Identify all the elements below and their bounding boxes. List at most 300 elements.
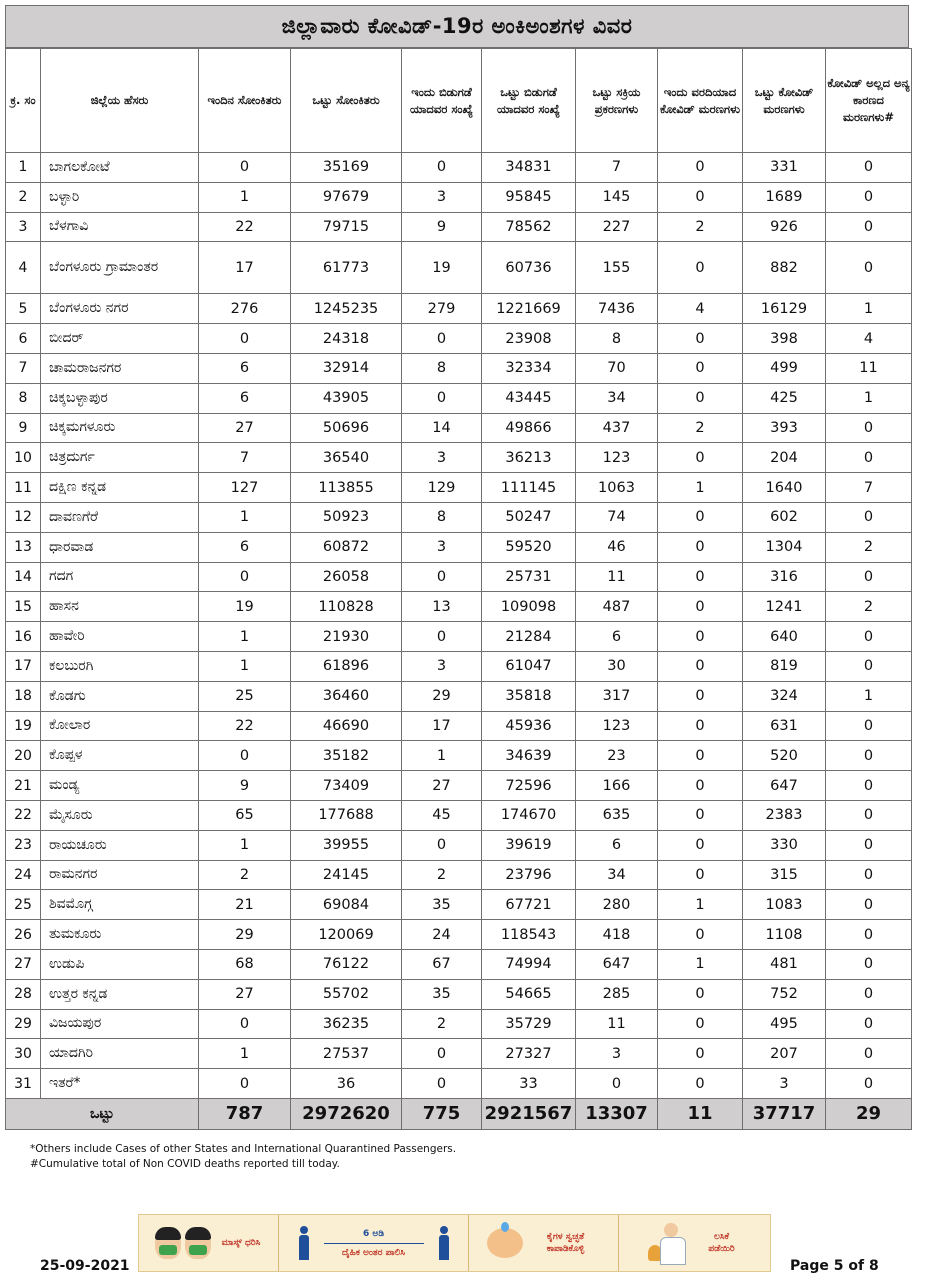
value-cell: 0 (826, 949, 912, 979)
serial-number-cell: 11 (6, 473, 41, 503)
value-cell: 113855 (291, 473, 402, 503)
value-cell: 1 (199, 830, 291, 860)
value-cell: 2 (658, 413, 743, 443)
banner-hygiene-section (469, 1215, 619, 1271)
value-cell: 487 (576, 592, 658, 622)
person-icon (437, 1226, 451, 1260)
value-cell: 32334 (482, 353, 576, 383)
value-cell: 0 (826, 800, 912, 830)
value-cell: 0 (826, 153, 912, 183)
value-cell: 36 (291, 1069, 402, 1099)
value-cell: 3 (402, 182, 482, 212)
value-cell: 0 (826, 920, 912, 950)
value-cell: 24 (402, 920, 482, 950)
value-cell: 2 (199, 860, 291, 890)
value-cell: 6 (199, 353, 291, 383)
serial-number-cell: 20 (6, 741, 41, 771)
col-header-total-discharged: ಒಟ್ಟು ಬಿಡುಗಡೆ ಯಾದವರ ಸಂಖ್ಯೆ (482, 49, 576, 153)
banner-mask-text: ಮಾಸ್ಕ್ ಧರಿಸಿ (221, 1238, 261, 1248)
table-row (6, 681, 912, 711)
banner-hygiene-text: ಕೈಗಳ ಸ್ವಚ್ಛತೆ ಕಾಪಾಡಿಕೊಳ್ಳಿ (546, 1232, 585, 1254)
value-cell: 279 (402, 294, 482, 324)
distance-arrow-icon (324, 1243, 424, 1244)
serial-number-cell: 30 (6, 1039, 41, 1069)
value-cell: 640 (743, 622, 826, 652)
value-cell: 9 (402, 212, 482, 242)
total-row (6, 1098, 912, 1129)
value-cell: 2 (826, 592, 912, 622)
value-cell: 1 (658, 473, 743, 503)
value-cell: 0 (402, 622, 482, 652)
serial-number-cell: 14 (6, 562, 41, 592)
value-cell: 1 (199, 622, 291, 652)
value-cell: 19 (199, 592, 291, 622)
value-cell: 0 (658, 979, 743, 1009)
district-covid-table (5, 48, 912, 1130)
value-cell: 95845 (482, 182, 576, 212)
value-cell: 11 (576, 1009, 658, 1039)
value-cell: 35169 (291, 153, 402, 183)
value-cell: 0 (199, 741, 291, 771)
value-cell: 4 (658, 294, 743, 324)
value-cell: 317 (576, 681, 658, 711)
value-cell: 76122 (291, 949, 402, 979)
table-row (6, 949, 912, 979)
value-cell: 285 (576, 979, 658, 1009)
value-cell: 0 (199, 1009, 291, 1039)
value-cell: 315 (743, 860, 826, 890)
value-cell: 0 (826, 502, 912, 532)
table-row (6, 294, 912, 324)
banner-vaccine-section (619, 1215, 770, 1271)
district-name-cell: ಚಿಕ್ಕಬಳ್ಳಾಪುರ (41, 383, 199, 413)
col-header-today-discharged: ಇಂದು ಬಿಡುಗಡೆ ಯಾದವರ ಸಂಖ್ಯೆ (402, 49, 482, 153)
value-cell: 0 (658, 1069, 743, 1099)
value-cell: 110828 (291, 592, 402, 622)
value-cell: 17 (402, 711, 482, 741)
total-cell: 775 (402, 1098, 482, 1129)
table-row (6, 592, 912, 622)
total-label: ಒಟ್ಟು (6, 1098, 199, 1129)
table-row (6, 800, 912, 830)
value-cell: 6 (576, 622, 658, 652)
value-cell: 35 (402, 979, 482, 1009)
value-cell: 61773 (291, 242, 402, 294)
value-cell: 2 (658, 212, 743, 242)
value-cell: 36460 (291, 681, 402, 711)
value-cell: 34 (576, 383, 658, 413)
district-name-cell: ಬೀದರ್ (41, 324, 199, 354)
total-cell: 13307 (576, 1098, 658, 1129)
value-cell: 67721 (482, 890, 576, 920)
table-row (6, 860, 912, 890)
value-cell: 398 (743, 324, 826, 354)
value-cell: 8 (402, 502, 482, 532)
value-cell: 11 (576, 562, 658, 592)
serial-number-cell: 28 (6, 979, 41, 1009)
footnote-non-covid: #Cumulative total of Non COVID deaths reported till today. (30, 1158, 340, 1170)
value-cell: 54665 (482, 979, 576, 1009)
value-cell: 155 (576, 242, 658, 294)
value-cell: 0 (402, 153, 482, 183)
value-cell: 1 (826, 681, 912, 711)
value-cell: 35 (402, 890, 482, 920)
value-cell: 0 (658, 1009, 743, 1039)
page-of: of (848, 1258, 865, 1274)
value-cell: 647 (576, 949, 658, 979)
value-cell: 61047 (482, 651, 576, 681)
serial-number-cell: 2 (6, 182, 41, 212)
value-cell: 1689 (743, 182, 826, 212)
value-cell: 0 (402, 830, 482, 860)
value-cell: 227 (576, 212, 658, 242)
col-header-today-deaths: ಇಂದು ವರದಿಯಾದ ಕೋವಿಡ್ ಮರಣಗಳು (658, 49, 743, 153)
value-cell: 635 (576, 800, 658, 830)
value-cell: 2 (402, 1009, 482, 1039)
value-cell: 1 (402, 741, 482, 771)
table-row (6, 532, 912, 562)
value-cell: 11 (826, 353, 912, 383)
district-name-cell: ಬಳ್ಳಾರಿ (41, 182, 199, 212)
value-cell: 29 (199, 920, 291, 950)
value-cell: 8 (402, 353, 482, 383)
value-cell: 0 (826, 1009, 912, 1039)
serial-number-cell: 18 (6, 681, 41, 711)
value-cell: 22 (199, 711, 291, 741)
serial-number-cell: 9 (6, 413, 41, 443)
value-cell: 0 (826, 890, 912, 920)
vaccination-icon (648, 1223, 692, 1263)
report-date: 25-09-2021 (40, 1258, 130, 1274)
value-cell: 177688 (291, 800, 402, 830)
value-cell: 0 (658, 860, 743, 890)
serial-number-cell: 27 (6, 949, 41, 979)
value-cell: 3 (743, 1069, 826, 1099)
value-cell: 97679 (291, 182, 402, 212)
value-cell: 43445 (482, 383, 576, 413)
serial-number-cell: 25 (6, 890, 41, 920)
value-cell: 21 (199, 890, 291, 920)
district-name-cell: ಧಾರವಾಡ (41, 532, 199, 562)
serial-number-cell: 24 (6, 860, 41, 890)
page-title: ಜಿಲ್ಲಾವಾರು ಕೋವಿಡ್-19ರ ಅಂಕಿಅಂಶಗಳ ವಿವರ (5, 5, 909, 48)
serial-number-cell: 19 (6, 711, 41, 741)
value-cell: 1245235 (291, 294, 402, 324)
distance-text: ದೈಹಿಕ ಅಂತರ ಪಾಲಿಸಿ (341, 1247, 406, 1258)
district-name-cell: ಯಾದಗಿರಿ (41, 1039, 199, 1069)
value-cell: 127 (199, 473, 291, 503)
value-cell: 36213 (482, 443, 576, 473)
value-cell: 0 (658, 242, 743, 294)
value-cell: 0 (658, 353, 743, 383)
value-cell: 631 (743, 711, 826, 741)
value-cell: 602 (743, 502, 826, 532)
table-row (6, 383, 912, 413)
value-cell: 1304 (743, 532, 826, 562)
value-cell: 129 (402, 473, 482, 503)
value-cell: 1 (658, 949, 743, 979)
distance-info (319, 1228, 429, 1259)
table-row (6, 890, 912, 920)
value-cell: 0 (658, 920, 743, 950)
value-cell: 819 (743, 651, 826, 681)
value-cell: 79715 (291, 212, 402, 242)
serial-number-cell: 6 (6, 324, 41, 354)
value-cell: 520 (743, 741, 826, 771)
value-cell: 69084 (291, 890, 402, 920)
value-cell: 3 (402, 443, 482, 473)
table-row (6, 1039, 912, 1069)
value-cell: 437 (576, 413, 658, 443)
col-header-today-cases: ಇಂದಿನ ಸೋಂಕಿತರು (199, 49, 291, 153)
value-cell: 0 (199, 153, 291, 183)
serial-number-cell: 29 (6, 1009, 41, 1039)
value-cell: 0 (658, 383, 743, 413)
banner-vaccine-text: ಲಸಿಕೆ ಪಡೆಯಿರಿ (708, 1232, 735, 1254)
covid-advisory-banner (138, 1214, 771, 1272)
value-cell: 0 (826, 979, 912, 1009)
value-cell: 1241 (743, 592, 826, 622)
value-cell: 27 (199, 413, 291, 443)
table-row (6, 1009, 912, 1039)
value-cell: 27 (402, 771, 482, 801)
district-name-cell: ಹಾಸನ (41, 592, 199, 622)
district-name-cell: ತುಮಕೂರು (41, 920, 199, 950)
handwash-icon (487, 1228, 523, 1258)
value-cell: 2383 (743, 800, 826, 830)
value-cell: 1063 (576, 473, 658, 503)
value-cell: 647 (743, 771, 826, 801)
table-header-row (6, 49, 912, 153)
value-cell: 33 (482, 1069, 576, 1099)
value-cell: 61896 (291, 651, 402, 681)
table-row (6, 979, 912, 1009)
value-cell: 0 (658, 800, 743, 830)
value-cell: 393 (743, 413, 826, 443)
value-cell: 481 (743, 949, 826, 979)
value-cell: 50247 (482, 502, 576, 532)
table-row (6, 711, 912, 741)
district-name-cell: ಮೈಸೂರು (41, 800, 199, 830)
value-cell: 23 (576, 741, 658, 771)
value-cell: 78562 (482, 212, 576, 242)
district-name-cell: ಚಾಮರಾಜನಗರ (41, 353, 199, 383)
value-cell: 27 (199, 979, 291, 1009)
value-cell: 330 (743, 830, 826, 860)
value-cell: 0 (826, 242, 912, 294)
total-cell: 29 (826, 1098, 912, 1129)
value-cell: 0 (402, 1039, 482, 1069)
value-cell: 0 (826, 212, 912, 242)
table-row (6, 651, 912, 681)
value-cell: 109098 (482, 592, 576, 622)
value-cell: 0 (658, 741, 743, 771)
district-name-cell: ಕೋಲಾರ (41, 711, 199, 741)
serial-number-cell: 4 (6, 242, 41, 294)
serial-number-cell: 3 (6, 212, 41, 242)
total-cell: 2921567 (482, 1098, 576, 1129)
page-prefix: Page (790, 1258, 829, 1274)
district-name-cell: ದಕ್ಷಿಣ ಕನ್ನಡ (41, 473, 199, 503)
value-cell: 418 (576, 920, 658, 950)
value-cell: 35729 (482, 1009, 576, 1039)
value-cell: 166 (576, 771, 658, 801)
value-cell: 60872 (291, 532, 402, 562)
value-cell: 34831 (482, 153, 576, 183)
value-cell: 0 (826, 771, 912, 801)
value-cell: 21284 (482, 622, 576, 652)
value-cell: 0 (826, 562, 912, 592)
district-name-cell: ರಾಮನಗರ (41, 860, 199, 890)
table-row (6, 443, 912, 473)
value-cell: 9 (199, 771, 291, 801)
distance-value: 6 ಅಡಿ (363, 1228, 384, 1239)
value-cell: 74994 (482, 949, 576, 979)
value-cell: 46690 (291, 711, 402, 741)
serial-number-cell: 10 (6, 443, 41, 473)
value-cell: 0 (658, 182, 743, 212)
table-row (6, 562, 912, 592)
value-cell: 3 (576, 1039, 658, 1069)
value-cell: 0 (658, 592, 743, 622)
serial-number-cell: 23 (6, 830, 41, 860)
value-cell: 1 (199, 651, 291, 681)
value-cell: 145 (576, 182, 658, 212)
value-cell: 55702 (291, 979, 402, 1009)
district-name-cell: ಚಿತ್ರದುರ್ಗ (41, 443, 199, 473)
value-cell: 30 (576, 651, 658, 681)
value-cell: 1221669 (482, 294, 576, 324)
value-cell: 17 (199, 242, 291, 294)
table-row (6, 473, 912, 503)
value-cell: 50696 (291, 413, 402, 443)
value-cell: 0 (199, 562, 291, 592)
value-cell: 0 (658, 532, 743, 562)
value-cell: 0 (826, 182, 912, 212)
table-row (6, 502, 912, 532)
value-cell: 1 (199, 502, 291, 532)
page-current: 5 (833, 1258, 844, 1274)
total-cell: 2972620 (291, 1098, 402, 1129)
value-cell: 34639 (482, 741, 576, 771)
value-cell: 1 (826, 294, 912, 324)
table-row (6, 622, 912, 652)
value-cell: 0 (658, 681, 743, 711)
masked-face-icon (185, 1227, 211, 1259)
value-cell: 32914 (291, 353, 402, 383)
value-cell: 39619 (482, 830, 576, 860)
value-cell: 70 (576, 353, 658, 383)
value-cell: 6 (199, 383, 291, 413)
serial-number-cell: 17 (6, 651, 41, 681)
value-cell: 29 (402, 681, 482, 711)
district-name-cell: ಚಿಕ್ಕಮಗಳೂರು (41, 413, 199, 443)
value-cell: 425 (743, 383, 826, 413)
value-cell: 7 (199, 443, 291, 473)
value-cell: 495 (743, 1009, 826, 1039)
value-cell: 120069 (291, 920, 402, 950)
value-cell: 27327 (482, 1039, 576, 1069)
value-cell: 0 (658, 153, 743, 183)
value-cell: 0 (658, 562, 743, 592)
value-cell: 39955 (291, 830, 402, 860)
value-cell: 26058 (291, 562, 402, 592)
table-row (6, 830, 912, 860)
value-cell: 6 (199, 532, 291, 562)
district-name-cell: ದಾವಣಗೆರೆ (41, 502, 199, 532)
district-name-cell: ಕಲಬುರಗಿ (41, 651, 199, 681)
value-cell: 0 (658, 711, 743, 741)
table-row (6, 771, 912, 801)
masked-face-icon (155, 1227, 181, 1259)
value-cell: 74 (576, 502, 658, 532)
value-cell: 24318 (291, 324, 402, 354)
value-cell: 316 (743, 562, 826, 592)
banner-distance-section (279, 1215, 469, 1271)
value-cell: 0 (826, 443, 912, 473)
value-cell: 276 (199, 294, 291, 324)
district-name-cell: ಉತ್ತರ ಕನ್ನಡ (41, 979, 199, 1009)
serial-number-cell: 7 (6, 353, 41, 383)
value-cell: 36235 (291, 1009, 402, 1039)
serial-number-cell: 31 (6, 1069, 41, 1099)
value-cell: 0 (826, 413, 912, 443)
value-cell: 752 (743, 979, 826, 1009)
value-cell: 65 (199, 800, 291, 830)
serial-number-cell: 21 (6, 771, 41, 801)
value-cell: 3 (402, 651, 482, 681)
value-cell: 1 (199, 182, 291, 212)
page-number (790, 1258, 879, 1274)
value-cell: 43905 (291, 383, 402, 413)
value-cell: 0 (826, 651, 912, 681)
district-name-cell: ಶಿವಮೊಗ್ಗ (41, 890, 199, 920)
serial-number-cell: 22 (6, 800, 41, 830)
col-header-district: ಜಿಲ್ಲೆಯ ಹೆಸರು (41, 49, 199, 153)
person-icon (297, 1226, 311, 1260)
value-cell: 68 (199, 949, 291, 979)
value-cell: 0 (199, 1069, 291, 1099)
value-cell: 36540 (291, 443, 402, 473)
value-cell: 1 (199, 1039, 291, 1069)
value-cell: 35818 (482, 681, 576, 711)
district-name-cell: ಬೆಳಗಾವಿ (41, 212, 199, 242)
value-cell: 280 (576, 890, 658, 920)
serial-number-cell: 26 (6, 920, 41, 950)
value-cell: 0 (658, 443, 743, 473)
value-cell: 45 (402, 800, 482, 830)
value-cell: 35182 (291, 741, 402, 771)
value-cell: 0 (658, 502, 743, 532)
value-cell: 123 (576, 711, 658, 741)
table-row (6, 1069, 912, 1099)
value-cell: 25 (199, 681, 291, 711)
value-cell: 27537 (291, 1039, 402, 1069)
table-row (6, 212, 912, 242)
banner-mask-section (139, 1215, 279, 1271)
total-cell: 787 (199, 1098, 291, 1129)
value-cell: 6 (576, 830, 658, 860)
page-total: 8 (868, 1258, 879, 1274)
district-name-cell: ಬೆಂಗಳೂರು ನಗರ (41, 294, 199, 324)
value-cell: 21930 (291, 622, 402, 652)
serial-number-cell: 13 (6, 532, 41, 562)
serial-number-cell: 15 (6, 592, 41, 622)
col-header-total-cases: ಒಟ್ಟು ಸೋಂಕಿತರು (291, 49, 402, 153)
district-name-cell: ರಾಯಚೂರು (41, 830, 199, 860)
total-cell: 37717 (743, 1098, 826, 1129)
value-cell: 174670 (482, 800, 576, 830)
